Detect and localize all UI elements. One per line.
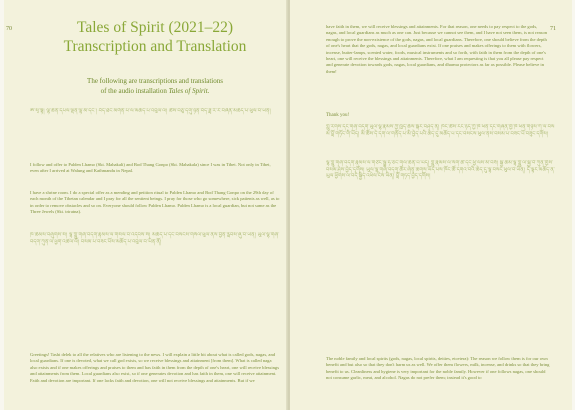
right-paragraph-2: The noble family and local spirits (gods, nagas, local spirits, deities, etcetera): The reason we follow them is for our own benefit and but also so that they don't harm us as well. We offer them flowers, milk, incense, and drinks so that they bring benefit to us. Cleanliness and hygiene is very important for the noble family. However if one follows nagas, one should not consume garlic, meat, and alcohol. Nagas do not prefer them; instead it's good to (326, 356, 550, 381)
paragraph-2: I have a shrine room. I do a special offer as a mending and petition ritual to Palden Lhamo and Bod Thang Gonpo on the 29th day of each month of the Tibetan calendar and I pray for all the sentient beings. I pray for those who go somewhere, sick patients as well, as to in order to remove obstacles and so on. Everyone should follow Palden Lhamo. Palden Lhamo is a local guardian, but not same as the Three Jewels (Skt. triratna). (30, 190, 280, 215)
thank-you-text: Thank you! (326, 113, 350, 118)
tibetan-block-2: ཁ་ཆེམས་བཞུགས་སོ། ལྷ་ཀླུ་གཞི་བདག་རྣམས་ལ་གསོལ་བ་འདེབས་སོ། མཆོད་པ་དང་བསངས་གསོལ་ཕུལ་ནས་བྱིན་རླབས་ཞུ་བ་ཡིན། ཡུལ་ལྷ་གཞི་བདག་ཀུན་ལ་ཕྱག་འཚལ་ལོ། བསམ་པ་བཟང་པོས་མཆོད་པ་འབུལ་བ་ཡིན་ནོ། (30, 232, 280, 245)
intro-line-2 (44, 86, 266, 96)
intro-italic-title: Tales of Spirit. (168, 87, 210, 95)
intro-line-2-text: of the audio installation (100, 87, 167, 95)
intro-text (44, 76, 266, 96)
page-number-right: 71 (550, 26, 556, 32)
tibetan-block-1: ༀ་སྭ་སྟི། ལྷ་ཆེན་དཔལ་ལྡན་ལྷ་མོ་དང་། བོད་ཐང་མགོན་པོ་ལ་མཆོད་པ་འབུལ་ལོ། ཚེས་བཅུ་དགུ་ཉིན་བོད་ཟླ་རེ་རེ་བཞིན་མཆོད་པ་ཕུལ་བ་ཡིན། (30, 108, 271, 114)
paragraph-1: I follow and offer to Palden Lhamo (Skt. Mahakali) and Bod Thang Gonpo (Skt. Mahakala) since I was in Tibet. Not only in Tibet, even after I arrived at Walung and Kathmandu in Nepal. (30, 162, 271, 174)
right-tibetan-block-2: ལྷ་ཀླུ་གཞི་བདག་རྣམས་ལ་གཙང་སྦྲ་ཧ་ཅང་གལ་ཆེན་པོ་ཡོད། ཀླུ་རྣམས་ལ་སོག་ཚ་དང་ཕྱི་ལས་མི་བཟོ། སྐྱ་ཆེམ་ལྷ་ཀླུ་ལ་སྐྱེ་བོ་ཀུན་གྱིས་བསམ་ཤེས་བྱེད་དགོས། ཡུལ་ལྷ་གཞི་བདག་ཚོར་ཞེན་ཆགས་ཡོད་པས་ཁོང་ཚོ་དགའ་བའི་ཆེད་དུ་ལྷ་བསང་ཕུལ་བ་ཡིན། དེ་ལྟར་མཆོད་ན་ཡུལ་ཕྱོགས་ལ་བདེ་སྐྱིད་འཕེལ་ངེས་ཡིན། བློ་གཏད་བྱེད་དགོས། (326, 160, 556, 180)
right-paragraph-1: have faith in them, we will receive blessings and attainments. For that reason, one needs to pay respect to the gods, nagas, and local guardians as much as one can. Just because we cannot see them, and I have not seen them, is not reason enough to prove the non-existence of the gods, nagas, and local guardians. Therefore, one should believe from the depth of one's heart that the gods, nagas, and local guardians exist. If one praises and makes offerings to them with flowers, incense, butter-lamps, scented water, foods, musical instruments and so forth, with faith in them from the depth of one's heart, one will receive the blessings and attainments. Therefore, what I am requesting is that you all please pay respect and generate devotion towards gods, nagas, local guardians, and dharma protectors as far as possible. Please believe in them! (326, 24, 548, 74)
paragraph-3: Greetings! Tashi delek to all the relatives who are listening to the news. I will explain a little bit about what is called gods, nagas, and local guardians. If one is devoted, what we call god exists, so we receive blessings and attainment [from them]. What is called naga also exists and if one makes offerings and praises to them and has faith in them from the depth of one's heart, one will receive blessings and attainments from them. Local guardians also exist, so if one generates devotion and has faith in them, one will receive attainment. Faith and devotion are important. If one lacks faith and devotion, one will not receive blessings and attainments. But if we (30, 352, 279, 383)
title-line-2: Transcription and Translation (63, 38, 247, 55)
intro-line-1: The following are transcriptions and translations (87, 77, 223, 85)
right-tibetan-block-1: ཀླུ་རིགས་དང་གཞི་བདག་ཡུལ་ལྷ་རྣམས་ཀྱི་ཁྱད་ཆོས་སྐོར་བཤད་ན། ཁོང་ཚོས་རང་ཉིད་ཀྱི་ཁེ་ཕན་དང་གཞན་གྱི་ཁེ་ཕན་གཉིས་ཀ་ལ་བསམ་བློ་གཏོང་གི་ཡོད། མི་ཚོས་དེ་དག་ལ་གནོད་པ་མི་བྱེད་པའི་ཆེད་དུ་མཆོད་པ་དང་བསངས་ཕུལ་ནས་བསམ་པ་བཟང་པོ་བཟུང་དགོས། (326, 124, 555, 137)
title-line-1: Tales of Spirit (2021–22) (76, 19, 234, 36)
page-title (24, 18, 286, 56)
left-page (4, 0, 288, 410)
page-number-left: 70 (6, 26, 12, 32)
right-page (290, 0, 572, 410)
